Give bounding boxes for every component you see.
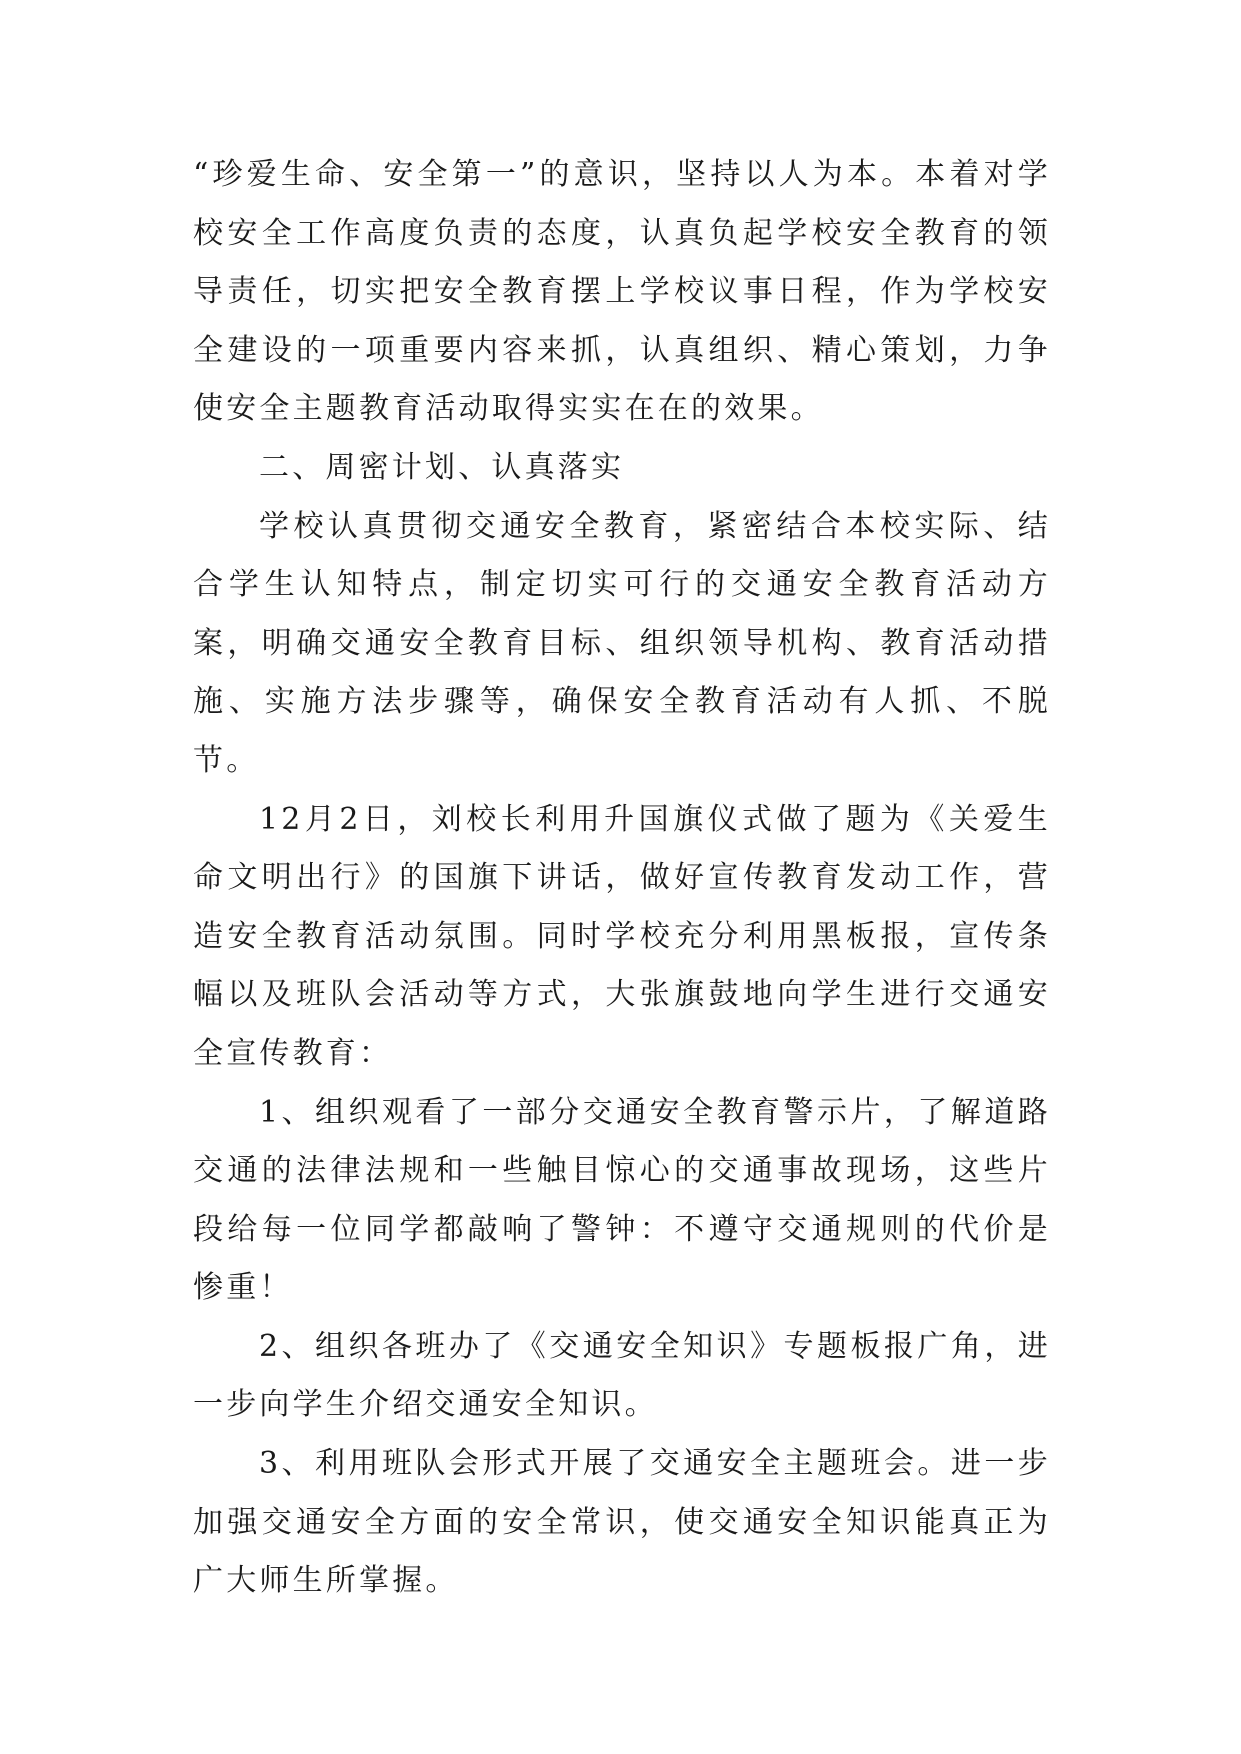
document-body [193, 146, 1051, 1611]
paragraph-intro: “珍爱生命、安全第一”的意识，坚持以人为本。本着对学校安全工作高度负责的态度，认真负起学校安全教育的领导责任，切实把安全教育摆上学校议事日程，作为学校安全建设的一项重要内容来抓，认真组织、精心策划，力争使安全主题教育活动取得实实在在的效果。 [193, 157, 1051, 427]
section-heading: 二、周密计划、认真落实 [259, 449, 625, 485]
paragraph-plan: 学校认真贯彻交通安全教育，紧密结合本校实际、结合学生认知特点，制定切实可行的交通安全教育活动方案，明确交通安全教育目标、组织领导机构、教育活动措施、实施方法步骤等，确保安全教育活动有人抓、不脱节。 [193, 508, 1051, 778]
list-item-2: 2、组织各班办了《交通安全知识》专题板报广角，进一步向学生介绍交通安全知识。 [193, 1328, 1051, 1423]
list-item-1: 1、组织观看了一部分交通安全教育警示片，了解道路交通的法律法规和一些触目惊心的交通事故现场，这些片段给每一位同学都敲响了警钟：不遵守交通规则的代价是惨重！ [193, 1094, 1051, 1306]
list-item-3: 3、利用班队会形式开展了交通安全主题班会。进一步加强交通安全方面的安全常识，使交通安全知识能真正为广大师生所掌握。 [193, 1446, 1051, 1599]
paragraph-flag-speech: 12月2日，刘校长利用升国旗仪式做了题为《关爱生命文明出行》的国旗下讲话，做好宣传教育发动工作，营造安全教育活动氛围。同时学校充分利用黑板报，宣传条幅以及班队会活动等方式，大张旗鼓地向学生进行交通安全宣传教育： [193, 801, 1051, 1071]
